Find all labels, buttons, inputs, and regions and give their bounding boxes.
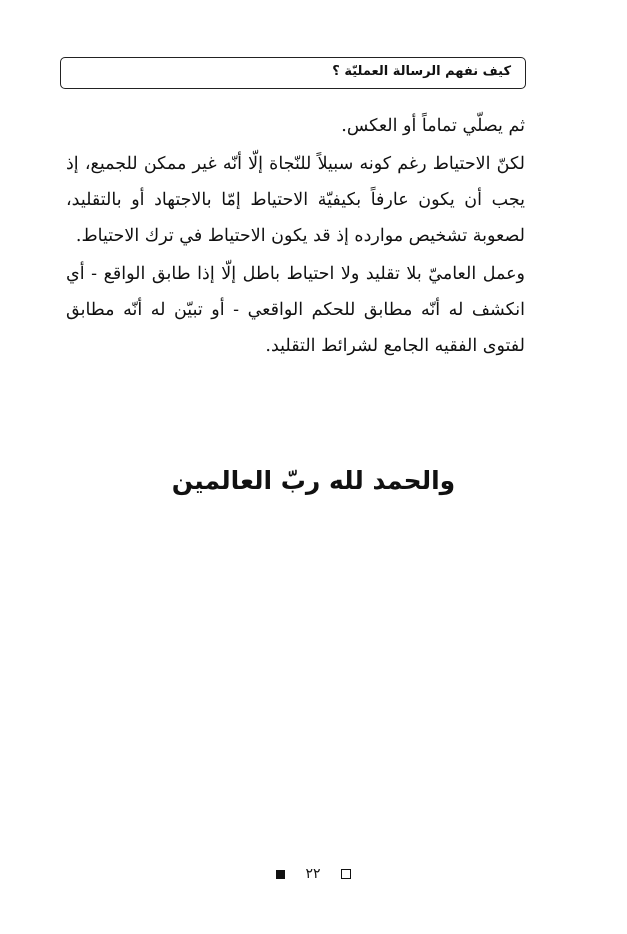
- paragraph: لكنّ الاحتياط رغم كونه سبيلاً للنّجاة إلّا أنّه غير ممكن للجميع، إذ يجب أن يكون عارفاً بكيفيّة الاحتياط إمّا بالاجتهاد أو بالتقليد، لصعوبة تشخيص موارده إذ قد يكون الاحتياط في ترك الاحتياط.: [66, 154, 525, 246]
- header-title: كيف نفهم الرسالة العمليّة ؟: [332, 64, 511, 79]
- paragraph: وعمل العاميّ بلا تقليد ولا احتياط باطل إلّا إذا طابق الواقع - أي انكشف له أنّه مطابق للحكم الواقعي - أو تبيّن له أنّه مطابق لفتوى الفقيه الجامع لشرائط التقليد.: [66, 264, 525, 356]
- running-header: [60, 57, 526, 89]
- paragraph: ثم يصلّي تماماً أو العكس.: [341, 116, 525, 136]
- filled-square-icon: [276, 870, 285, 879]
- empty-square-icon: [341, 869, 351, 879]
- page-footer: [0, 864, 627, 884]
- closing-phrase: والحمد لله ربّ العالمين: [171, 466, 456, 495]
- page-number: ٢٢: [305, 866, 321, 882]
- body-text: [66, 108, 525, 366]
